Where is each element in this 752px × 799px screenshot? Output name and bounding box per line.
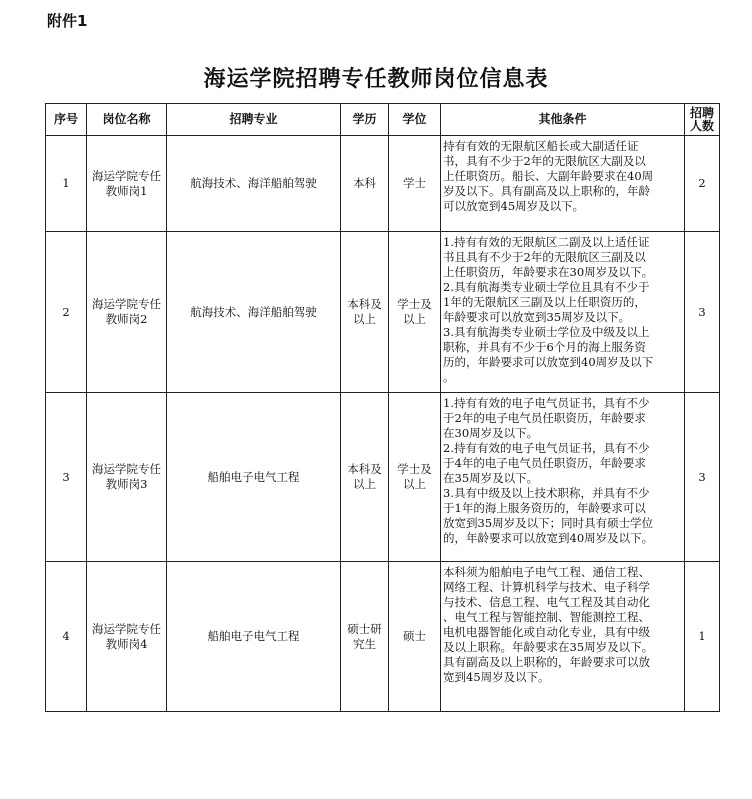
row-number: 2 xyxy=(46,232,87,393)
conditions xyxy=(441,136,685,232)
header-count: 招聘人数 xyxy=(685,104,720,136)
hire-count: 1 xyxy=(685,562,720,712)
condition-line: 1.持有有效的电子电气员证书，具有不少 xyxy=(443,396,650,410)
conditions xyxy=(441,562,685,712)
header-conditions: 其他条件 xyxy=(441,104,685,136)
position-name: 海运学院专任教师岗2 xyxy=(87,232,167,393)
conditions xyxy=(441,393,685,562)
condition-line: 及以上职称。年龄要求在35周岁及以下。 xyxy=(443,640,654,654)
degree: 学士及以上 xyxy=(389,232,441,393)
row-number: 3 xyxy=(46,393,87,562)
condition-line: 在30周岁及以下。 xyxy=(443,426,539,440)
table-row xyxy=(46,393,720,562)
condition-line: 年龄要求可以放宽到35周岁及以下。 xyxy=(443,310,631,324)
major: 船舶电子电气工程 xyxy=(167,562,341,712)
major: 航海技术、海洋船舶驾驶 xyxy=(167,232,341,393)
condition-line: 电机电器智能化或自动化专业，具有中级 xyxy=(443,625,650,639)
condition-line: 1.持有有效的无限航区二副及以上适任证 xyxy=(443,235,650,249)
hire-count: 3 xyxy=(685,232,720,393)
header-degree: 学位 xyxy=(389,104,441,136)
condition-line: 于2年的电子电气员任职资历，年龄要求 xyxy=(443,411,646,425)
table-header-row xyxy=(46,104,720,136)
header-no: 序号 xyxy=(46,104,87,136)
position-name: 海运学院专任教师岗4 xyxy=(87,562,167,712)
header-major: 招聘专业 xyxy=(167,104,341,136)
education: 本科及以上 xyxy=(341,393,389,562)
degree: 学士及以上 xyxy=(389,393,441,562)
table-row xyxy=(46,136,720,232)
position-name: 海运学院专任教师岗3 xyxy=(87,393,167,562)
condition-line: 2.具有航海类专业硕士学位且具有不少于 xyxy=(443,280,650,294)
condition-line: 网络工程、计算机科学与技术、电子科学 xyxy=(443,580,650,594)
condition-line: 本科须为船舶电子电气工程、通信工程、 xyxy=(443,565,650,579)
condition-line: 3.具有航海类专业硕士学位及中级及以上 xyxy=(443,325,650,339)
education: 本科 xyxy=(341,136,389,232)
hire-count: 2 xyxy=(685,136,720,232)
condition-line: 的，年龄要求可以放宽到40周岁及以下。 xyxy=(443,531,654,545)
condition-line: 于1年的海上服务资历的，年龄要求可以 xyxy=(443,501,646,515)
condition-line: 书且具有不少于2年的无限航区三副及以 xyxy=(443,250,646,264)
condition-line: 职称，并具有不少于6个月的海上服务资 xyxy=(443,340,646,354)
hire-count: 3 xyxy=(685,393,720,562)
condition-line: 上任职资历，年龄要求在30周岁及以下。 xyxy=(443,265,654,279)
position-name: 海运学院专任教师岗1 xyxy=(87,136,167,232)
condition-line: 、电气工程与智能控制、智能测控工程、 xyxy=(443,610,650,624)
condition-line: 持有有效的无限航区船长或大副适任证 xyxy=(443,139,639,153)
conditions xyxy=(441,232,685,393)
header-position: 岗位名称 xyxy=(87,104,167,136)
major: 船舶电子电气工程 xyxy=(167,393,341,562)
positions-table xyxy=(45,103,720,712)
table-row xyxy=(46,232,720,393)
condition-line: 1年的无限航区三副及以上任职资历的， xyxy=(443,295,646,309)
row-number: 1 xyxy=(46,136,87,232)
attachment-label: 附件1 xyxy=(47,12,88,30)
condition-line: 。 xyxy=(443,370,455,384)
condition-line: 放宽到35周岁及以下；同时具有硕士学位 xyxy=(443,516,654,530)
education: 本科及以上 xyxy=(341,232,389,393)
condition-line: 具有副高及以上职称的，年龄要求可以放 xyxy=(443,655,650,669)
row-number: 4 xyxy=(46,562,87,712)
condition-line: 与技术、信息工程、电气工程及其自动化 xyxy=(443,595,650,609)
education: 硕士研究生 xyxy=(341,562,389,712)
condition-line: 在35周岁及以下。 xyxy=(443,471,539,485)
condition-line: 历的，年龄要求可以放宽到40周岁及以下 xyxy=(443,355,654,369)
condition-line: 上任职资历。船长、大副年龄要求在40周 xyxy=(443,169,654,183)
header-education: 学历 xyxy=(341,104,389,136)
condition-line: 书，具有不少于2年的无限航区大副及以 xyxy=(443,154,646,168)
condition-line: 可以放宽到45周岁及以下。 xyxy=(443,199,585,213)
table-row xyxy=(46,562,720,712)
degree: 学士 xyxy=(389,136,441,232)
degree: 硕士 xyxy=(389,562,441,712)
condition-line: 于4年的电子电气员任职资历，年龄要求 xyxy=(443,456,646,470)
condition-line: 岁及以下。具有副高及以上职称的，年龄 xyxy=(443,184,650,198)
page-title: 海运学院招聘专任教师岗位信息表 xyxy=(203,66,549,92)
condition-line: 宽到45周岁及以下。 xyxy=(443,670,550,684)
condition-line: 2.持有有效的电子电气员证书，具有不少 xyxy=(443,441,650,455)
major: 航海技术、海洋船舶驾驶 xyxy=(167,136,341,232)
condition-line: 3.具有中级及以上技术职称，并具有不少 xyxy=(443,486,650,500)
